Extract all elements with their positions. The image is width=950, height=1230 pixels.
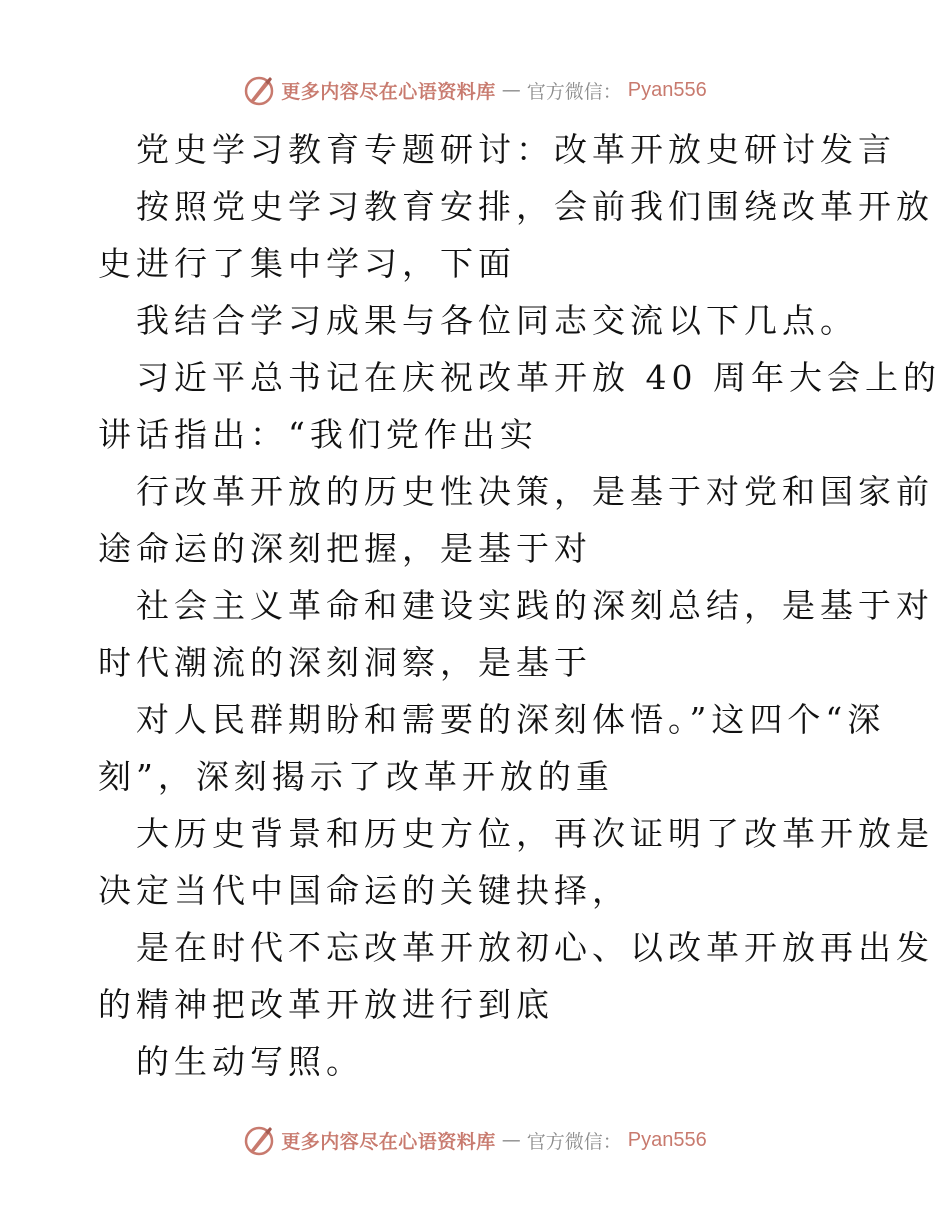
paragraph-line: 讲话指出：“我们党作出实 (98, 415, 538, 454)
paragraph-line: 社会主义革命和建设实践的深刻总结，是基于对 (136, 586, 934, 625)
footer-watermark-banner (0, 1120, 950, 1160)
banner-text: 更多内容尽在心语资料库 (281, 80, 496, 103)
paragraph-line: 史进行了集中学习，下面 (98, 244, 516, 283)
banner-wechat-label: 官方微信： (526, 80, 622, 103)
paragraph-line: 途命运的深刻把握，是基于对 (98, 529, 592, 568)
paragraph-line: 的精神把改革开放进行到底 (98, 985, 554, 1024)
paragraph-line: 行改革开放的历史性决策，是基于对党和国家前 (136, 472, 934, 511)
paragraph-line: 按照党史学习教育安排，会前我们围绕改革开放 (136, 187, 934, 226)
banner-wechat-id: Pyan556 (627, 78, 707, 101)
paragraph-line: 对人民群期盼和需要的深刻体悟。”这四个“深 (136, 700, 886, 739)
banner-separator: — (501, 1129, 521, 1151)
banner-text: 更多内容尽在心语资料库 (281, 1130, 496, 1153)
paragraph-line: 决定当代中国命运的关键抉择， (98, 871, 630, 910)
banner-wechat-id: Pyan556 (627, 1128, 707, 1151)
document-title: 党史学习教育专题研讨：改革开放史研讨发言 (136, 130, 896, 169)
paragraph-line: 习近平总书记在庆祝改革开放 40 周年大会上的 (136, 358, 941, 397)
quill-logo-icon (243, 74, 275, 106)
banner-wechat-label: 官方微信： (526, 1130, 622, 1153)
paragraph-line: 我结合学习成果与各位同志交流以下几点。 (136, 301, 858, 340)
banner-separator: — (501, 79, 521, 101)
paragraph-line: 是在时代不忘改革开放初心、以改革开放再出发 (136, 928, 934, 967)
quill-logo-icon (243, 1124, 275, 1156)
paragraph-line: 大历史背景和历史方位，再次证明了改革开放是 (136, 814, 934, 853)
paragraph-line: 刻”，深刻揭示了改革开放的重 (98, 757, 614, 796)
paragraph-line: 的生动写照。 (136, 1042, 364, 1081)
header-watermark-banner (0, 70, 950, 110)
paragraph-line: 时代潮流的深刻洞察，是基于 (98, 643, 592, 682)
